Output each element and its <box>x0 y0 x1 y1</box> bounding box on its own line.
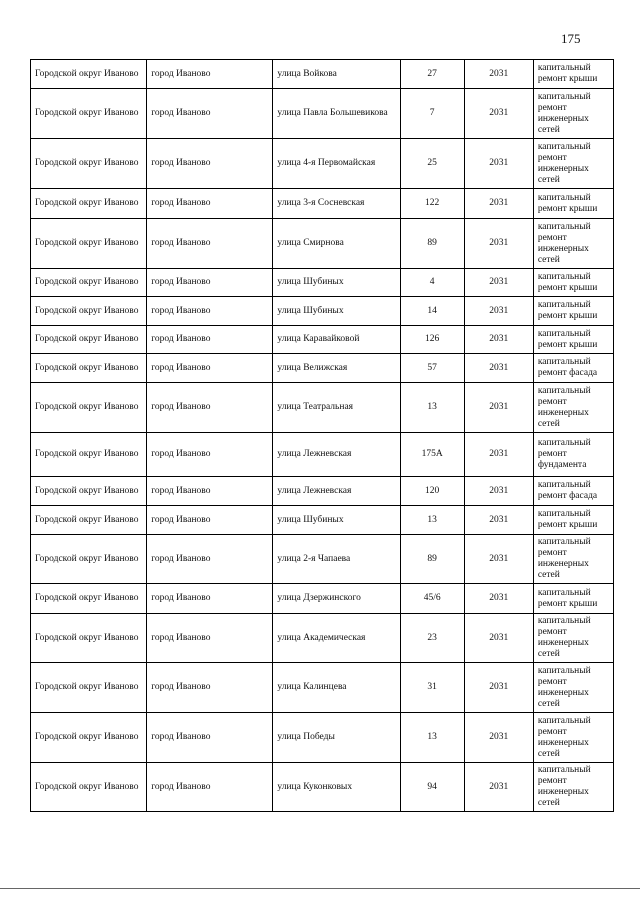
cell-okrug: Городской округ Иваново <box>31 89 147 139</box>
table-row <box>31 383 614 433</box>
cell-house-number: 126 <box>400 326 464 354</box>
cell-year: 2031 <box>464 139 533 189</box>
cell-street: улица Калинцева <box>273 663 400 713</box>
cell-street: улица 3-я Сосневская <box>273 189 400 219</box>
table-row <box>31 89 614 139</box>
cell-okrug: Городской округ Иваново <box>31 614 147 663</box>
cell-work-type: капитальный ремонт крыши <box>533 584 613 614</box>
cell-year: 2031 <box>464 433 533 477</box>
cell-okrug: Городской округ Иваново <box>31 60 147 89</box>
cell-city: город Иваново <box>147 383 273 433</box>
cell-street: улица Победы <box>273 713 400 763</box>
cell-work-type: капитальный ремонт инженерных сетей <box>533 614 613 663</box>
cell-year: 2031 <box>464 297 533 326</box>
cell-year: 2031 <box>464 354 533 383</box>
cell-house-number: 94 <box>400 763 464 812</box>
cell-street: улица Академическая <box>273 614 400 663</box>
cell-okrug: Городской округ Иваново <box>31 506 147 535</box>
cell-street: улица 2-я Чапаева <box>273 535 400 584</box>
cell-city: город Иваново <box>147 433 273 477</box>
cell-work-type: капитальный ремонт инженерных сетей <box>533 535 613 584</box>
cell-street: улица Смирнова <box>273 219 400 269</box>
cell-street: улица Лежневская <box>273 433 400 477</box>
cell-house-number: 7 <box>400 89 464 139</box>
cell-house-number: 13 <box>400 383 464 433</box>
table-row <box>31 297 614 326</box>
table-row <box>31 354 614 383</box>
cell-house-number: 23 <box>400 614 464 663</box>
cell-year: 2031 <box>464 713 533 763</box>
page-bottom-divider <box>0 888 640 889</box>
cell-street: улица Шубиных <box>273 297 400 326</box>
cell-house-number: 31 <box>400 663 464 713</box>
cell-okrug: Городской округ Иваново <box>31 326 147 354</box>
table-row <box>31 763 614 812</box>
cell-okrug: Городской округ Иваново <box>31 477 147 506</box>
cell-house-number: 122 <box>400 189 464 219</box>
cell-work-type: капитальный ремонт крыши <box>533 60 613 89</box>
cell-work-type: капитальный ремонт крыши <box>533 326 613 354</box>
cell-okrug: Городской округ Иваново <box>31 189 147 219</box>
cell-street: улица 4-я Первомайская <box>273 139 400 189</box>
cell-work-type: капитальный ремонт инженерных сетей <box>533 139 613 189</box>
cell-work-type: капитальный ремонт крыши <box>533 189 613 219</box>
table-row <box>31 584 614 614</box>
cell-year: 2031 <box>464 60 533 89</box>
cell-work-type: капитальный ремонт крыши <box>533 297 613 326</box>
cell-year: 2031 <box>464 326 533 354</box>
table-row <box>31 506 614 535</box>
cell-city: город Иваново <box>147 60 273 89</box>
cell-okrug: Городской округ Иваново <box>31 139 147 189</box>
cell-house-number: 14 <box>400 297 464 326</box>
cell-year: 2031 <box>464 506 533 535</box>
cell-year: 2031 <box>464 269 533 297</box>
cell-house-number: 89 <box>400 535 464 584</box>
cell-year: 2031 <box>464 89 533 139</box>
cell-okrug: Городской округ Иваново <box>31 763 147 812</box>
cell-street: улица Велижская <box>273 354 400 383</box>
repair-schedule-table <box>30 59 614 812</box>
cell-okrug: Городской округ Иваново <box>31 535 147 584</box>
cell-year: 2031 <box>464 219 533 269</box>
cell-street: улица Шубиных <box>273 269 400 297</box>
cell-work-type: капитальный ремонт инженерных сетей <box>533 89 613 139</box>
cell-work-type: капитальный ремонт инженерных сетей <box>533 383 613 433</box>
table-row <box>31 713 614 763</box>
cell-city: город Иваново <box>147 713 273 763</box>
page-number: 175 <box>561 31 581 46</box>
cell-street: улица Каравайковой <box>273 326 400 354</box>
cell-year: 2031 <box>464 663 533 713</box>
cell-year: 2031 <box>464 614 533 663</box>
cell-house-number: 27 <box>400 60 464 89</box>
table-row <box>31 433 614 477</box>
cell-year: 2031 <box>464 383 533 433</box>
cell-city: город Иваново <box>147 89 273 139</box>
table-row <box>31 614 614 663</box>
cell-house-number: 25 <box>400 139 464 189</box>
cell-city: город Иваново <box>147 614 273 663</box>
cell-work-type: капитальный ремонт инженерных сетей <box>533 663 613 713</box>
cell-city: город Иваново <box>147 506 273 535</box>
cell-street: улица Театральная <box>273 383 400 433</box>
table-row <box>31 663 614 713</box>
cell-work-type: капитальный ремонт крыши <box>533 506 613 535</box>
cell-house-number: 4 <box>400 269 464 297</box>
cell-work-type: капитальный ремонт инженерных сетей <box>533 713 613 763</box>
cell-okrug: Городской округ Иваново <box>31 713 147 763</box>
cell-okrug: Городской округ Иваново <box>31 584 147 614</box>
cell-okrug: Городской округ Иваново <box>31 219 147 269</box>
cell-year: 2031 <box>464 535 533 584</box>
cell-city: город Иваново <box>147 663 273 713</box>
table-row <box>31 189 614 219</box>
table-row <box>31 60 614 89</box>
table-row <box>31 477 614 506</box>
cell-house-number: 175А <box>400 433 464 477</box>
cell-house-number: 45/6 <box>400 584 464 614</box>
cell-city: город Иваново <box>147 535 273 584</box>
cell-city: город Иваново <box>147 269 273 297</box>
cell-city: город Иваново <box>147 326 273 354</box>
cell-work-type: капитальный ремонт инженерных сетей <box>533 219 613 269</box>
cell-year: 2031 <box>464 477 533 506</box>
cell-street: улица Лежневская <box>273 477 400 506</box>
table-body <box>31 60 614 812</box>
cell-year: 2031 <box>464 763 533 812</box>
cell-city: город Иваново <box>147 219 273 269</box>
table-row <box>31 269 614 297</box>
cell-year: 2031 <box>464 189 533 219</box>
cell-city: город Иваново <box>147 189 273 219</box>
cell-okrug: Городской округ Иваново <box>31 269 147 297</box>
cell-city: город Иваново <box>147 297 273 326</box>
cell-house-number: 57 <box>400 354 464 383</box>
cell-city: город Иваново <box>147 139 273 189</box>
cell-city: город Иваново <box>147 584 273 614</box>
cell-city: город Иваново <box>147 763 273 812</box>
cell-work-type: капитальный ремонт фасада <box>533 477 613 506</box>
cell-work-type: капитальный ремонт крыши <box>533 269 613 297</box>
cell-house-number: 13 <box>400 713 464 763</box>
cell-street: улица Павла Большевикова <box>273 89 400 139</box>
cell-work-type: капитальный ремонт фасада <box>533 354 613 383</box>
cell-street: улица Дзержинского <box>273 584 400 614</box>
table-row <box>31 535 614 584</box>
cell-street: улица Шубиных <box>273 506 400 535</box>
cell-okrug: Городской округ Иваново <box>31 663 147 713</box>
cell-house-number: 89 <box>400 219 464 269</box>
cell-okrug: Городской округ Иваново <box>31 383 147 433</box>
table-row <box>31 139 614 189</box>
cell-okrug: Городской округ Иваново <box>31 297 147 326</box>
cell-work-type: капитальный ремонт фундамента <box>533 433 613 477</box>
cell-okrug: Городской округ Иваново <box>31 433 147 477</box>
cell-house-number: 120 <box>400 477 464 506</box>
cell-street: улица Куконковых <box>273 763 400 812</box>
cell-city: город Иваново <box>147 354 273 383</box>
cell-house-number: 13 <box>400 506 464 535</box>
cell-city: город Иваново <box>147 477 273 506</box>
cell-okrug: Городской округ Иваново <box>31 354 147 383</box>
cell-year: 2031 <box>464 584 533 614</box>
table-row <box>31 326 614 354</box>
table-row <box>31 219 614 269</box>
cell-street: улица Войкова <box>273 60 400 89</box>
cell-work-type: капитальный ремонт инженерных сетей <box>533 763 613 812</box>
